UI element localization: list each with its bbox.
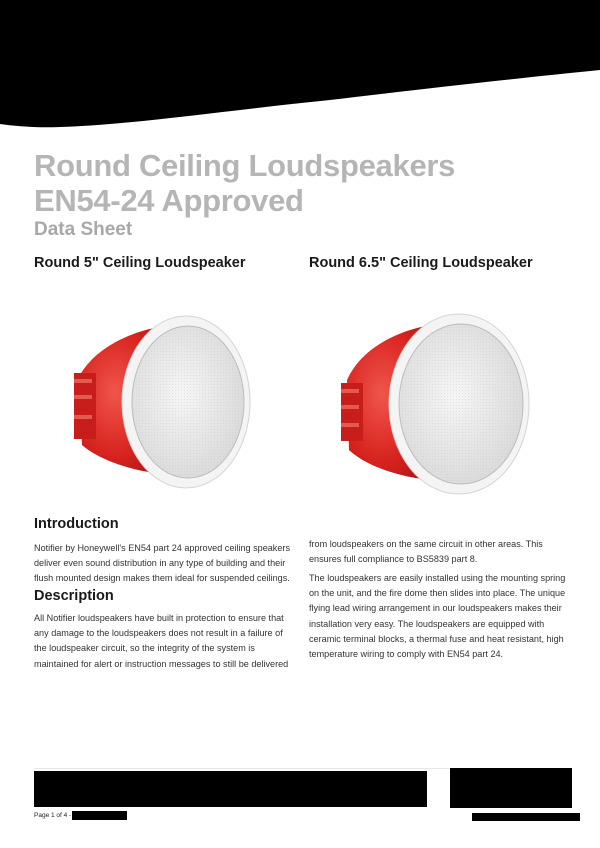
- introduction-heading: Introduction: [34, 516, 119, 532]
- description-text: All Notifier loudspeakers have built in protection to ensure that any damage to the loudspeakers does not result in a failure of the loudspeaker circuit, so the integrity of the system is maintained for alert or instruction messages to still be delivered: [34, 613, 289, 669]
- page-number-label: Page 1 of 4 -: [34, 812, 72, 819]
- description-heading: Description: [34, 588, 114, 604]
- footer-redacted-block: [34, 771, 427, 807]
- installation-text: The loudspeakers are easily installed using the mounting spring on the unit, and the fire dome then slides into place. The unique flying lead wiring arrangement in our loudspeakers makes their installation very easy. The loudspeakers are equipped with ceramic terminal blocks, a thermal fuse and heat resistant, high temperature wiring to comply with EN54 part 24.: [309, 573, 566, 660]
- product-heading-5-inch: Round 5" Ceiling Loudspeaker: [34, 255, 246, 271]
- document-title-line-2: EN54-24 Approved: [34, 183, 304, 218]
- footer-logo-redacted: [450, 768, 572, 808]
- header-band: [0, 0, 600, 140]
- footer-redacted-right: [472, 813, 580, 821]
- introduction-text: Notifier by Honeywell's EN54 part 24 approved ceiling speakers deliver even sound distribution in any type of building and their flush mounted design makes them ideal for suspended ceilings.: [34, 543, 290, 584]
- product-heading-6-5-inch: Round 6.5" Ceiling Loudspeaker: [309, 255, 533, 271]
- document-title-line-1: Round Ceiling Loudspeakers: [34, 148, 456, 183]
- document-subtitle: Data Sheet: [34, 219, 133, 240]
- footer-redacted-doc-code: [72, 811, 127, 820]
- description-continued-text: from loudspeakers on the same circuit in other areas. This ensures full compliance to BS5839 part 8.: [309, 539, 543, 565]
- title-block: [34, 148, 574, 242]
- speaker-6-5-inch-image: [335, 305, 535, 505]
- speaker-5-inch-image: [60, 305, 260, 505]
